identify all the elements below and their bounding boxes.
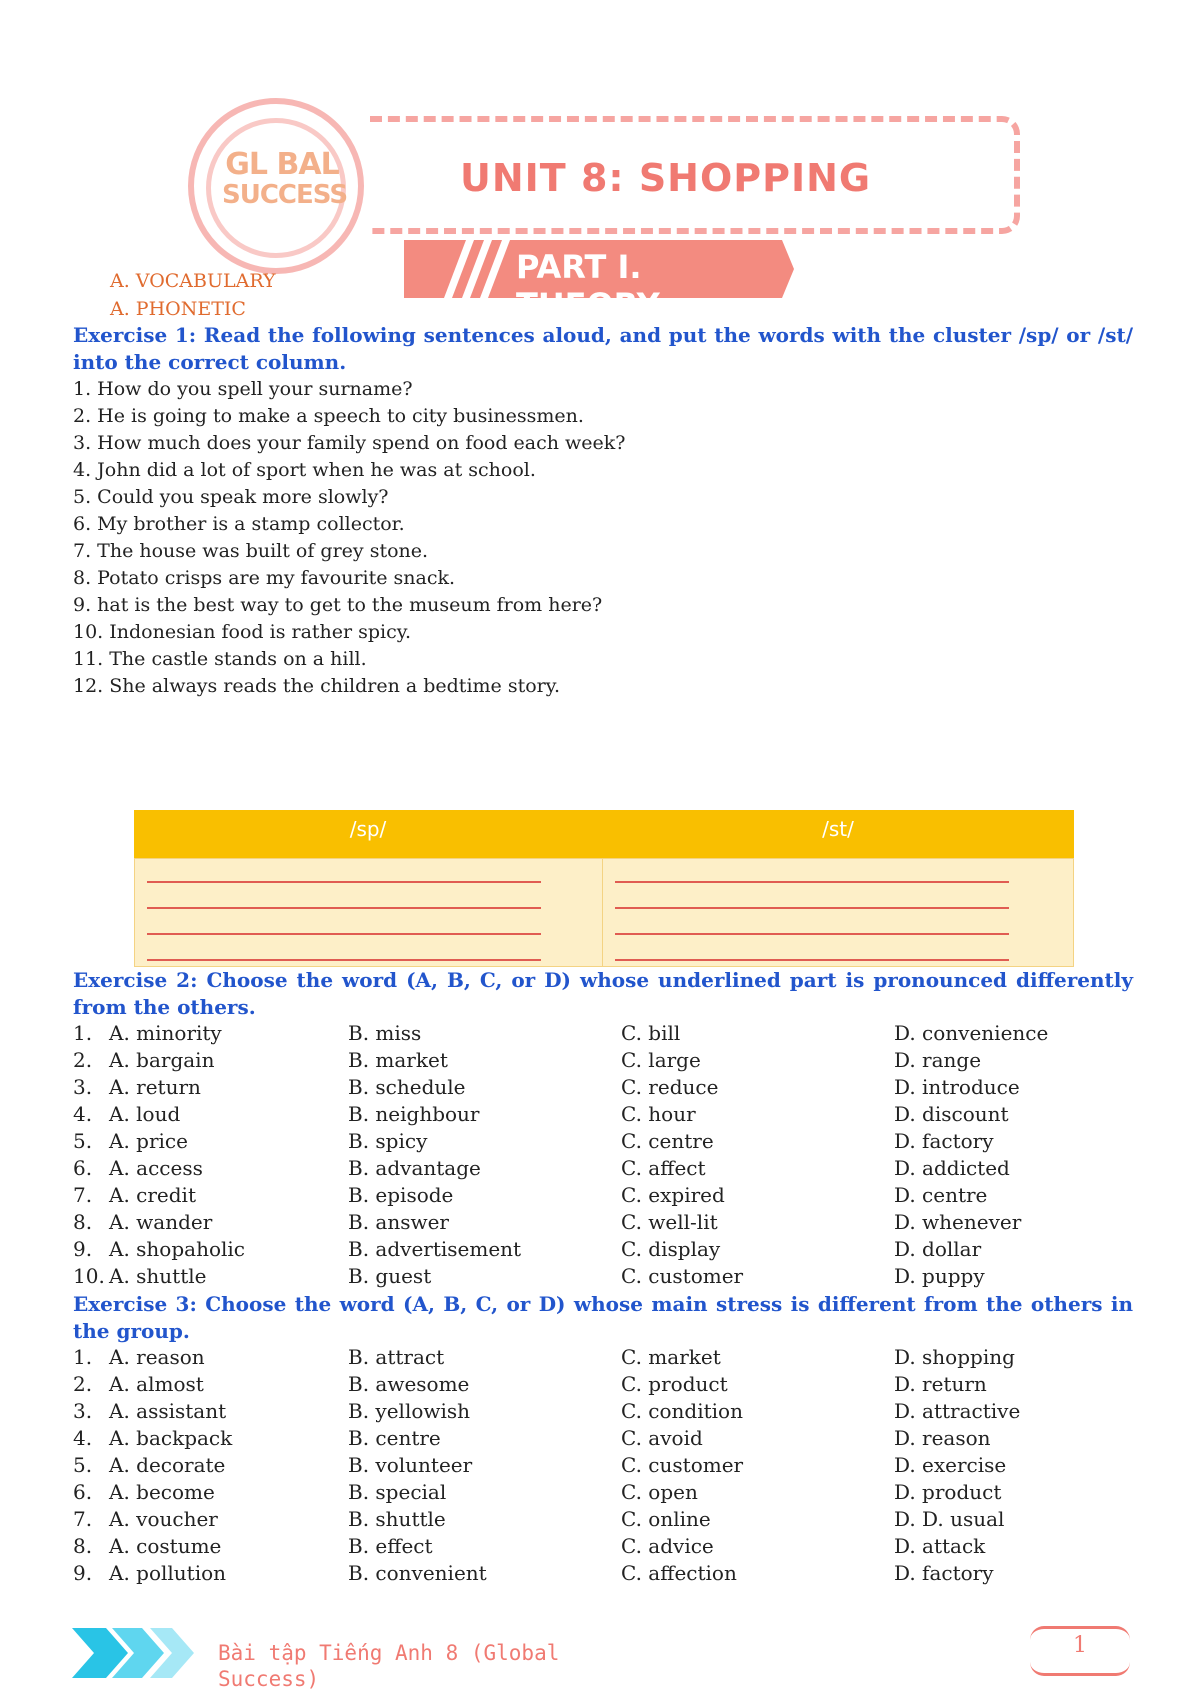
option-c[interactable]: C. market	[621, 1345, 721, 1369]
question-number: 1.	[73, 1345, 93, 1369]
section-phonetic: A. PHONETIC	[110, 298, 246, 320]
cluster-table	[134, 810, 1074, 967]
option-d[interactable]: D. puppy	[894, 1264, 985, 1288]
option-d[interactable]: D. product	[894, 1480, 1002, 1504]
part-banner	[404, 240, 794, 324]
option-a[interactable]: A. wander	[109, 1210, 213, 1234]
option-d[interactable]: D. attractive	[894, 1399, 1021, 1423]
option-b[interactable]: B. effect	[348, 1534, 433, 1558]
option-d[interactable]: D. factory	[894, 1561, 994, 1585]
option-b[interactable]: B. neighbour	[348, 1102, 480, 1126]
option-a[interactable]: A. assistant	[109, 1399, 227, 1423]
logo-line-2: SUCCESS	[222, 180, 348, 210]
option-a[interactable]: A. become	[109, 1480, 215, 1504]
question-row	[73, 1156, 1133, 1183]
option-d[interactable]: D. factory	[894, 1129, 994, 1153]
option-b[interactable]: B. episode	[348, 1183, 454, 1207]
question-row	[73, 1210, 1133, 1237]
question-number: 10.	[73, 1264, 105, 1288]
option-d[interactable]: D. dollar	[894, 1237, 982, 1261]
option-b[interactable]: B. awesome	[348, 1372, 470, 1396]
sentence: 10. Indonesian food is rather spicy.	[73, 621, 412, 643]
part-title: PART I. THEORY	[516, 248, 660, 324]
option-c[interactable]: C. condition	[621, 1399, 743, 1423]
option-b[interactable]: B. schedule	[348, 1075, 466, 1099]
option-b[interactable]: B. convenient	[348, 1561, 487, 1585]
logo	[222, 147, 348, 210]
answer-line	[615, 959, 1009, 961]
table-cell-st[interactable]	[602, 858, 1074, 967]
logo-line-1: GL BAL	[225, 147, 339, 182]
question-row	[73, 1264, 1133, 1291]
option-d[interactable]: D. return	[894, 1372, 987, 1396]
option-b[interactable]: B. spicy	[348, 1129, 428, 1153]
option-a[interactable]: A. credit	[109, 1183, 196, 1207]
question-number: 2.	[73, 1048, 93, 1072]
question-row	[73, 1426, 1133, 1453]
table-cell-sp[interactable]	[134, 858, 604, 967]
sentence: 4. John did a lot of sport when he was at school.	[73, 459, 536, 481]
question-number: 5.	[73, 1129, 93, 1153]
option-d[interactable]: D. range	[894, 1048, 982, 1072]
question-row	[73, 1345, 1133, 1372]
option-a[interactable]: A. backpack	[109, 1426, 233, 1450]
sentence: 11. The castle stands on a hill.	[73, 648, 367, 670]
sentence: 8. Potato crisps are my favourite snack.	[73, 567, 456, 589]
sentence: 5. Could you speak more slowly?	[73, 486, 389, 508]
question-row	[73, 1021, 1133, 1048]
question-number: 7.	[73, 1507, 93, 1531]
question-number: 9.	[73, 1561, 93, 1585]
option-c[interactable]: C. display	[621, 1237, 721, 1261]
question-number: 9.	[73, 1237, 93, 1261]
question-row	[73, 1453, 1133, 1480]
option-a[interactable]: A. decorate	[109, 1453, 226, 1477]
sentence: 1. How do you spell your surname?	[73, 378, 413, 400]
option-c[interactable]: C. bill	[621, 1021, 681, 1045]
question-row	[73, 1372, 1133, 1399]
question-number: 4.	[73, 1102, 93, 1126]
question-number: 4.	[73, 1426, 93, 1450]
option-d[interactable]: D. addicted	[894, 1156, 1010, 1180]
exercise-3-title: Exercise 3: Choose the word (A, B, C, or D) whose main stress is different from the others in the group.	[73, 1292, 1133, 1343]
option-b[interactable]: B. centre	[348, 1426, 441, 1450]
question-row	[73, 1102, 1133, 1129]
question-row	[73, 1075, 1133, 1102]
question-row	[73, 1183, 1133, 1210]
question-number: 5.	[73, 1453, 93, 1477]
option-a[interactable]: A. bargain	[109, 1048, 215, 1072]
question-row	[73, 1399, 1133, 1426]
question-number: 6.	[73, 1480, 93, 1504]
option-d[interactable]: D. whenever	[894, 1210, 1022, 1234]
option-c[interactable]: C. open	[621, 1480, 698, 1504]
footer-title: Bài tập Tiếng Anh 8 (Global Success)	[218, 1641, 560, 1691]
answer-line	[147, 907, 541, 909]
option-d[interactable]: D. discount	[894, 1102, 1009, 1126]
exercise-2-title: Exercise 2: Choose the word (A, B, C, or D) whose underlined part is pronounced differently from the others.	[73, 968, 1133, 1019]
option-c[interactable]: C. well-lit	[621, 1210, 718, 1234]
question-row	[73, 1480, 1133, 1507]
sentence: 6. My brother is a stamp collector.	[73, 513, 405, 535]
option-a[interactable]: A. costume	[109, 1534, 222, 1558]
option-a[interactable]: A. almost	[109, 1372, 204, 1396]
section-vocabulary: A. VOCABULARY	[110, 270, 276, 292]
option-c[interactable]: C. customer	[621, 1264, 744, 1288]
sentence: 3. How much does your family spend on food each week?	[73, 432, 626, 454]
answer-line	[615, 907, 1009, 909]
option-c[interactable]: C. large	[621, 1048, 701, 1072]
option-a[interactable]: A. return	[109, 1075, 201, 1099]
answer-line	[147, 933, 541, 935]
option-a[interactable]: A. access	[109, 1156, 203, 1180]
page-number: 1	[1073, 1633, 1087, 1658]
question-number: 3.	[73, 1075, 93, 1099]
question-row	[73, 1507, 1133, 1534]
question-row	[73, 1237, 1133, 1264]
table-header-sp: /sp/	[134, 810, 602, 858]
answer-line	[147, 881, 541, 883]
sentence: 9. hat is the best way to get to the museum from here?	[73, 594, 603, 616]
option-d[interactable]: D. introduce	[894, 1075, 1020, 1099]
question-number: 7.	[73, 1183, 93, 1207]
option-d[interactable]: D. attack	[894, 1534, 986, 1558]
option-c[interactable]: C. reduce	[621, 1075, 719, 1099]
option-b[interactable]: B. attract	[348, 1345, 445, 1369]
question-row	[73, 1048, 1133, 1075]
sentence: 2. He is going to make a speech to city businessmen.	[73, 405, 584, 427]
option-a[interactable]: A. reason	[109, 1345, 205, 1369]
option-b[interactable]: B. volunteer	[348, 1453, 473, 1477]
option-a[interactable]: A. shuttle	[109, 1264, 207, 1288]
option-a[interactable]: A. pollution	[109, 1561, 227, 1585]
page-header	[180, 80, 1040, 324]
option-b[interactable]: B. special	[348, 1480, 447, 1504]
option-c[interactable]: C. centre	[621, 1129, 714, 1153]
option-c[interactable]: C. avoid	[621, 1426, 703, 1450]
option-a[interactable]: A. voucher	[109, 1507, 218, 1531]
table-header-st: /st/	[602, 810, 1074, 858]
question-row	[73, 1561, 1133, 1588]
option-b[interactable]: B. guest	[348, 1264, 432, 1288]
option-c[interactable]: C. customer	[621, 1453, 744, 1477]
option-d[interactable]: D. reason	[894, 1426, 991, 1450]
option-b[interactable]: B. answer	[348, 1210, 449, 1234]
question-number: 1.	[73, 1021, 93, 1045]
option-b[interactable]: B. miss	[348, 1021, 422, 1045]
option-d[interactable]: D. shopping	[894, 1345, 1015, 1369]
option-b[interactable]: B. advantage	[348, 1156, 481, 1180]
option-c[interactable]: C. affection	[621, 1561, 737, 1585]
question-row	[73, 1534, 1133, 1561]
sentence: 12. She always reads the children a bedtime story.	[73, 675, 560, 697]
option-b[interactable]: B. shuttle	[348, 1507, 446, 1531]
question-number: 2.	[73, 1372, 93, 1396]
option-b[interactable]: B. yellowish	[348, 1399, 471, 1423]
option-c[interactable]: C. online	[621, 1507, 711, 1531]
option-c[interactable]: C. expired	[621, 1183, 725, 1207]
answer-line	[147, 959, 541, 961]
unit-title: UNIT 8: SHOPPING	[460, 156, 872, 200]
sentence: 7. The house was built of grey stone.	[73, 540, 429, 562]
question-number: 6.	[73, 1156, 93, 1180]
option-c[interactable]: C. advice	[621, 1534, 714, 1558]
option-b[interactable]: B. market	[348, 1048, 448, 1072]
option-b[interactable]: B. advertisement	[348, 1237, 522, 1261]
option-d[interactable]: D. D. usual	[894, 1507, 1005, 1531]
option-a[interactable]: A. shopaholic	[109, 1237, 245, 1261]
option-d[interactable]: D. convenience	[894, 1021, 1049, 1045]
option-d[interactable]: D. exercise	[894, 1453, 1007, 1477]
question-row	[73, 1129, 1133, 1156]
answer-line	[615, 881, 1009, 883]
option-a[interactable]: A. price	[109, 1129, 188, 1153]
option-c[interactable]: C. hour	[621, 1102, 696, 1126]
option-c[interactable]: C. product	[621, 1372, 728, 1396]
option-a[interactable]: A. minority	[109, 1021, 222, 1045]
option-d[interactable]: D. centre	[894, 1183, 988, 1207]
option-a[interactable]: A. loud	[109, 1102, 181, 1126]
question-number: 8.	[73, 1534, 93, 1558]
exercise-1-title: Exercise 1: Read the following sentences aloud, and put the words with the cluster /sp/ or /st/ into the correct column.	[73, 323, 1133, 374]
question-number: 8.	[73, 1210, 93, 1234]
option-c[interactable]: C. affect	[621, 1156, 706, 1180]
answer-line	[615, 933, 1009, 935]
page-number-box	[1030, 1626, 1130, 1676]
footer-chevron-icon	[72, 1628, 196, 1678]
question-number: 3.	[73, 1399, 93, 1423]
